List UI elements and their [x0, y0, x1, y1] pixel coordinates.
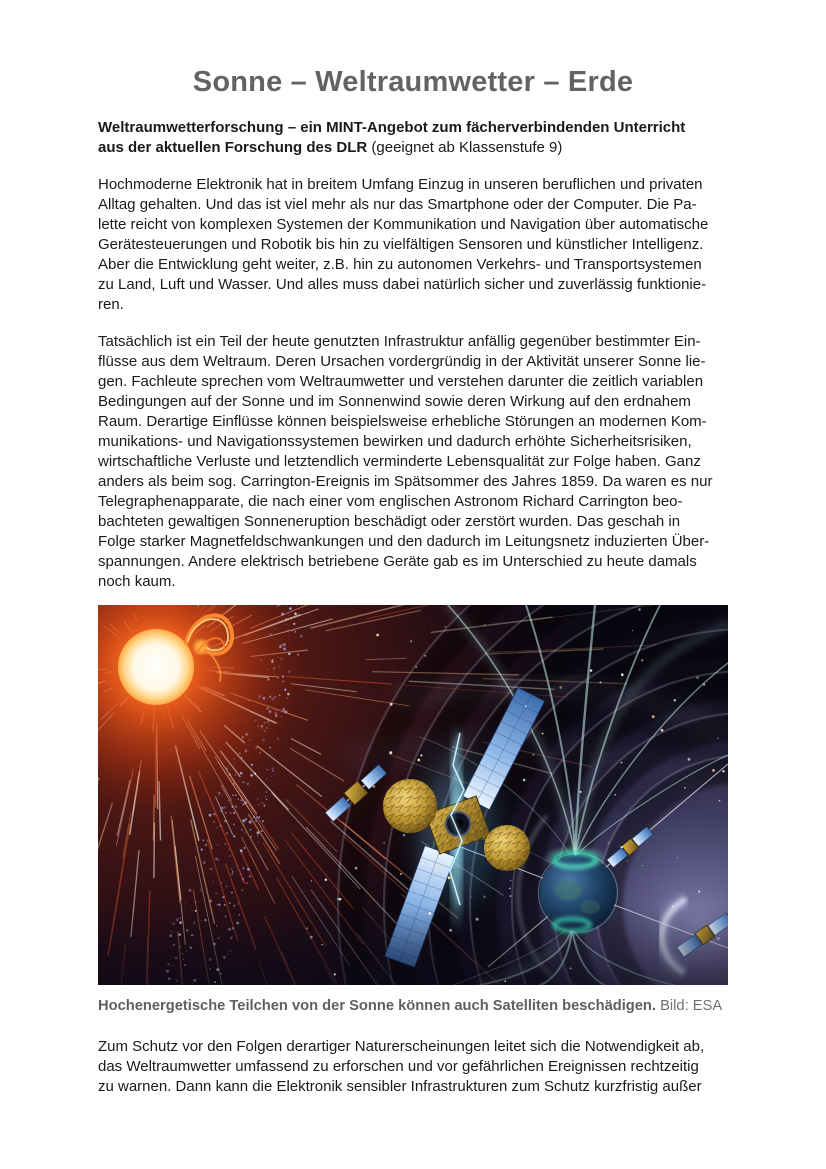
text-line: munikations- und Navigationssystemen bewirken und dadurch erhöhte Sicherheitsrisiken, [98, 433, 692, 450]
subtitle-bold-2: aus der aktuellen Forschung des DLR [98, 139, 368, 156]
text-line: Alltag gehalten. Und das ist viel mehr als nur das Smartphone oder der Computer. Die Pa- [98, 196, 697, 213]
space-weather-illustration [98, 605, 728, 985]
body-paragraph-2 [98, 332, 728, 592]
caption-text: Hochenergetische Teilchen von der Sonne können auch Satelliten beschädigen. [98, 998, 656, 1014]
text-line: Raum. Derartige Einflüsse können beispielsweise erhebliche Störungen an modernen Kom- [98, 413, 707, 430]
text-line: das Weltraumwetter umfassend zu erforschen und vor gefährlichen Ereignissen rechtzeitig [98, 1058, 699, 1075]
text-line: wirtschaftliche Verluste und letztendlich verminderte Lebensqualität zur Folge haben. Ganz [98, 453, 701, 470]
figure-caption [98, 996, 728, 1016]
text-line: zu warnen. Dann kann die Elektronik sensibler Infrastrukturen zum Schutz kurzfristig außer [98, 1078, 702, 1095]
document-subtitle [98, 118, 728, 158]
text-line: zu Land, Luft und Wasser. Und alles muss dabei natürlich sicher und zuverlässig funktionie- [98, 276, 707, 293]
subtitle-line-2 [98, 138, 728, 158]
subtitle-bold-1: Weltraumwetterforschung – ein MINT-Angebot zum fächerverbindenden Unterricht [98, 119, 686, 136]
text-line: bachteten gewaltigen Sonneneruption beschädigt oder zerstört wurden. Das geschah in [98, 513, 681, 530]
text-line: spannungen. Andere elektrisch betriebene Geräte gab es im Unterschied zu heute damals [98, 553, 697, 570]
text-line: flüsse aus dem Weltraum. Deren Ursachen vordergründig in der Aktivität unserer Sonne lie- [98, 353, 706, 370]
text-line: noch kaum. [98, 573, 176, 590]
body-paragraph-1 [98, 175, 728, 315]
caption-credit: Bild: ESA [660, 998, 723, 1014]
page-title: Sonne – Weltraumwetter – Erde [192, 66, 634, 98]
bottom-vignette [98, 905, 728, 985]
subtitle-regular: (geeignet ab Klassenstufe 9) [367, 139, 563, 156]
text-line: Aber die Entwicklung geht weiter, z.B. hin zu autonomen Verkehrs- und Transportsystemen [98, 256, 702, 273]
text-line: Hochmoderne Elektronik hat in breitem Umfang Einzug in unseren beruflichen und privaten [98, 176, 703, 193]
body-paragraph-3 [98, 1037, 728, 1097]
subtitle-line-1 [98, 118, 728, 138]
text-line: Zum Schutz vor den Folgen derartiger Naturerscheinungen leitet sich die Notwendigkeit ab, [98, 1038, 705, 1055]
text-line: Gerätesteuerungen und Robotik bis hin zu vielfältigen Sensoren und künstlicher Intelligenz. [98, 236, 704, 253]
text-line: lette reicht von komplexen Systemen der Kommunikation und Navigation über automatische [98, 216, 709, 233]
text-line: Tatsächlich ist ein Teil der heute genutzten Infrastruktur anfällig gegenüber bestimmter Ein- [98, 333, 701, 350]
text-line: anders als beim sog. Carrington-Ereignis im Spätsommer des Jahres 1859. Da waren es nur [98, 473, 713, 490]
text-line: gen. Fachleute sprechen vom Weltraumwetter und verstehen darunter die zeitlich variablen [98, 373, 704, 390]
figure [98, 605, 728, 1016]
article-image [98, 605, 728, 985]
text-line: Telegraphenapparate, die nach einer vom englischen Astronom Richard Carrington beo- [98, 493, 683, 510]
text-line: Folge starker Magnetfeldschwankungen und den dadurch im Leitungsnetz induzierten Über- [98, 533, 710, 550]
text-line: ren. [98, 296, 124, 313]
text-line: Bedingungen auf der Sonne und im Sonnenwind sowie deren Wirkung auf den erdnahem [98, 393, 691, 410]
